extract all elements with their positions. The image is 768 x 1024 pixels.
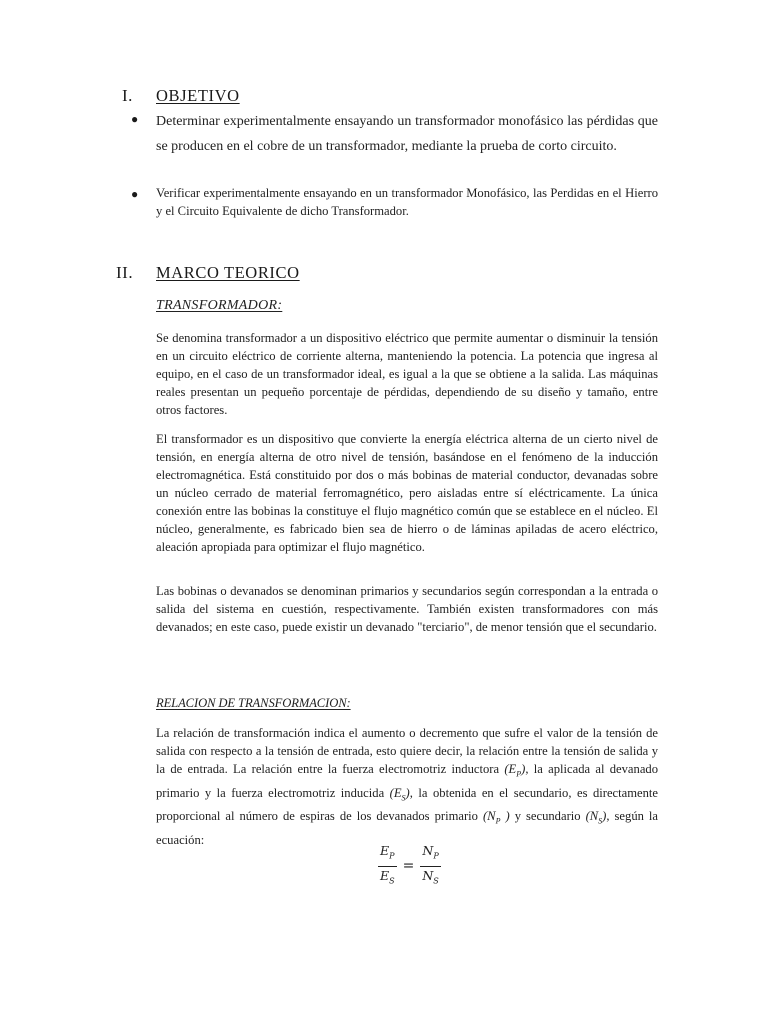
var-np: ($N_P$ ) [482,809,510,826]
equation-lhs-denominator: $E_S$ [380,867,395,885]
objective-item-1: Determinar experimentalmente ensayando un transformador monofásico las pérdidas que se producen en el cobre de un transformador, mediante la prueba de corto circuito. [156,114,658,154]
equation-equals-sign: = [402,858,415,874]
paragraph-relacion: La relación de transformación indica el aumento o decremento que sufre el valor de la tensión de salida con respecto a la tensión de entrada, esto quiere decir, la relación entre la tensión de salida y la de entrada. La relación entre la fuerza electromotriz inductora $(E_P)$, la aplicada al devanado primario y la fuerza electromotriz inducida $(E_S)$, la obtenida en el secundario, es directamente proporcional al número de espiras de los devanados primario ($N_P$ ) y secundario $(N_S)$, según la ecuación: [156,726,659,847]
paragraph-transformador-1: Se denomina transformador a un dispositivo eléctrico que permite aumentar o disminuir la tensión en un circuito eléctrico de corriente alterna, manteniendo la potencia. La potencia que ingresa al equipo, en el caso de un transformador ideal, es igual a la que se obtiene a la salida. Las máquinas reales presentan un pequeño porcentaje de pérdidas, dependiendo de su diseño y tamaño, entre otros factores. [156,331,658,417]
var-ep: $(E_P)$ [504,762,526,779]
section-title-objetivo: OBJETIVO [156,86,240,105]
equation-rhs-numerator: $N_P$ [420,843,440,867]
var-es: $(E_S)$ [389,785,410,803]
paragraph-transformador-3: Las bobinas o devanados se denominan primarios y secundarios según correspondan a la entrada o salida del sistema en cuestión, respectivamente. También existen transformadores con más devanados; en este caso, puede existir un devanado "terciario", de menor tensión que el secundario. [156,584,658,634]
bullet-icon: ● [131,187,139,201]
var-ns: $(N_S)$ [585,809,607,826]
section-title-marco-teorico: MARCO TEORICO [156,263,300,282]
paragraph-transformador-2: El transformador es un dispositivo que convierte la energía eléctrica alterna de un cierto nivel de tensión, en energía alterna de otro nivel de tensión, basándose en el fenómeno de la inducción electromagnética. Está constituido por dos o más bobinas de material conductor, devanadas sobre un núcleo cerrado de material ferromagnético, pero aisladas entre sí eléctricamente. La única conexión entre las bobinas la constituye el flujo magnético común que se establece en el núcleo. El núcleo, generalmente, es fabricado bien sea de hierro o de láminas apiladas de acero eléctrico, aleación apropiada para optimizar el flujo magnético. [156,432,658,554]
bullet-icon: ● [131,112,139,126]
subsection-heading-relacion: RELACION DE TRANSFORMACION: [156,696,351,710]
equation-rhs-fraction [420,843,440,889]
section-number-1: I. [122,86,133,105]
transformation-ratio-equation [378,843,441,889]
objective-item-2: Verificar experimentalmente ensayando en un transformador Monofásico, las Perdidas en el Hierro y el Circuito Equivalente de dicho Transformador. [156,186,658,218]
equation-lhs-numerator: $E_P$ [378,843,397,867]
equation-rhs-denominator: $N_S$ [422,867,439,885]
subsection-heading-transformador: TRANSFORMADOR: [156,298,283,313]
section-number-2: II. [116,263,134,282]
equation-lhs-fraction [378,843,397,889]
